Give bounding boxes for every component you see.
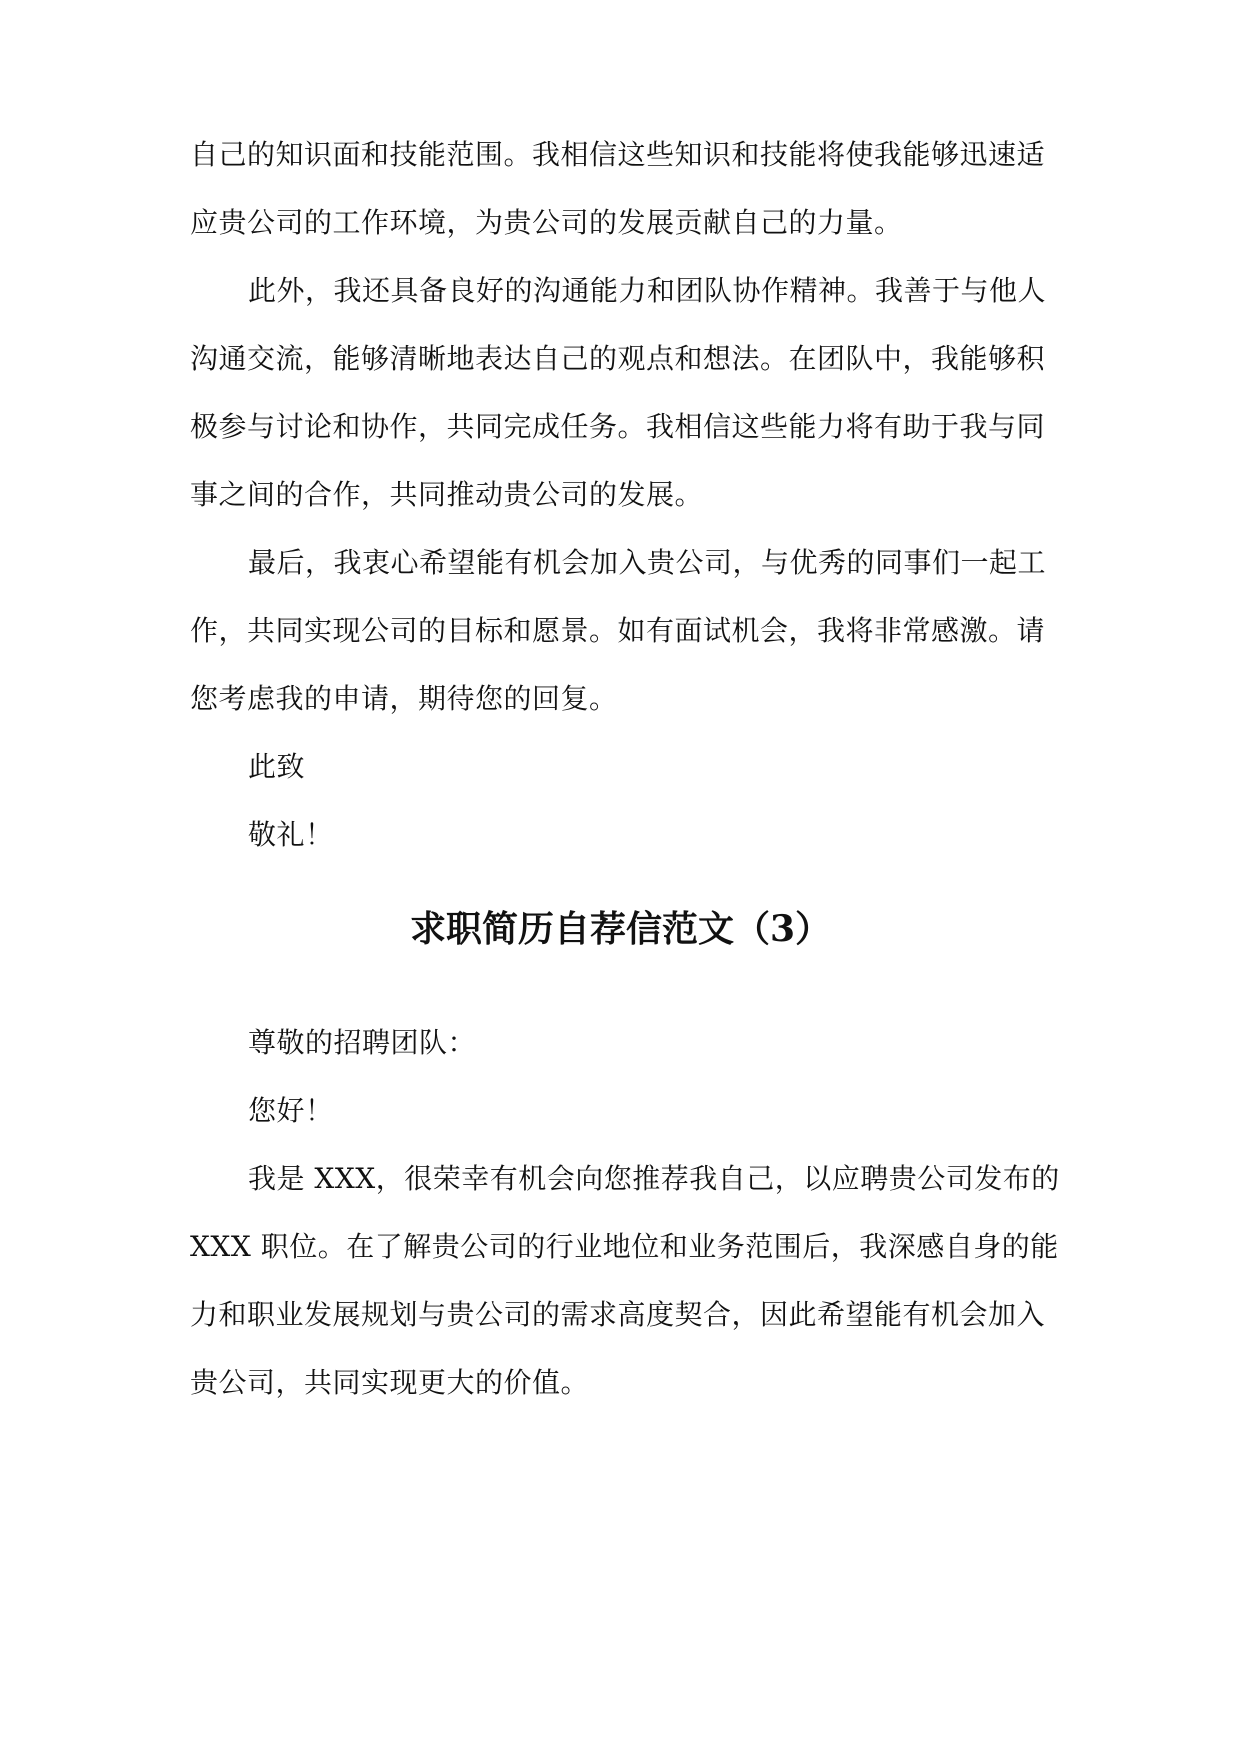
paragraph-line: 事之间的合作，共同推动贵公司的发展。 (190, 478, 704, 511)
paragraph-line: 最后，我衷心希望能有机会加入贵公司，与优秀的同事们一起工 (248, 546, 1047, 579)
section-title: 求职简历自荐信范文（3） (409, 908, 832, 950)
greeting: 您好！ (248, 1094, 334, 1127)
closing-text: 此致 (248, 750, 306, 783)
closing-salute: 敬礼！ (248, 818, 334, 851)
paragraph-line: 我是 XXX，很荣幸有机会向您推荐我自己，以应聘贵公司发布的 (248, 1162, 1060, 1195)
paragraph-line: 贵公司，共同实现更大的价值。 (190, 1366, 590, 1399)
paragraph-line: XXX 职位。在了解贵公司的行业地位和业务范围后，我深感自身的能 (190, 1230, 1059, 1263)
paragraph-line: 作，共同实现公司的目标和愿景。如有面试机会，我将非常感激。请 (190, 614, 1046, 647)
salutation: 尊敬的招聘团队： (248, 1026, 477, 1059)
paragraph-line: 自己的知识面和技能范围。我相信这些知识和技能将使我能够迅速适 (190, 138, 1046, 171)
paragraph-line: 沟通交流，能够清晰地表达自己的观点和想法。在团队中，我能够积 (190, 342, 1046, 375)
paragraph-line: 极参与讨论和协作，共同完成任务。我相信这些能力将有助于我与同 (190, 410, 1046, 443)
paragraph-line: 力和职业发展规划与贵公司的需求高度契合，因此希望能有机会加入 (190, 1298, 1046, 1331)
paragraph-line: 此外，我还具备良好的沟通能力和团队协作精神。我善于与他人 (248, 274, 1047, 307)
paragraph-line: 应贵公司的工作环境，为贵公司的发展贡献自己的力量。 (190, 206, 903, 239)
paragraph-line: 您考虑我的申请，期待您的回复。 (190, 682, 618, 715)
